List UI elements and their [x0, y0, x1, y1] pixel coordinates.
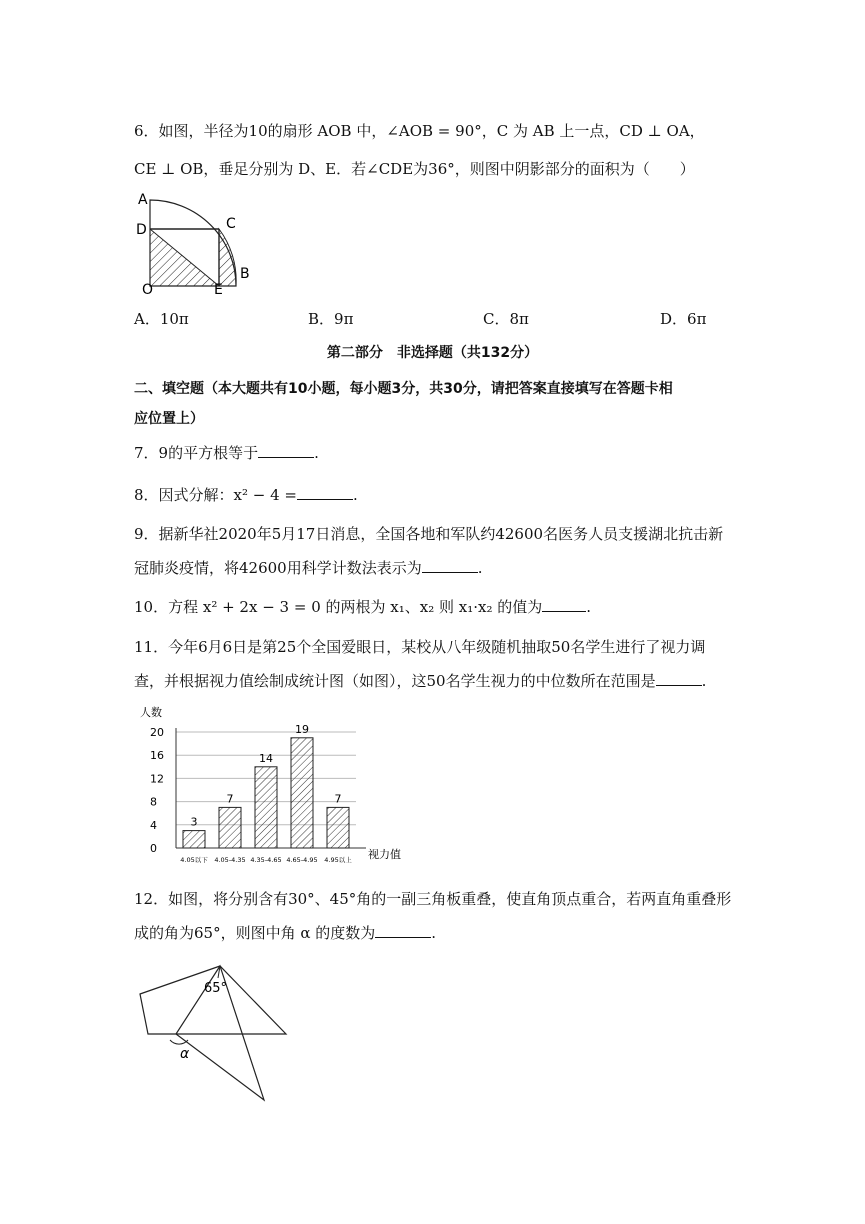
- chart-bar: [327, 807, 349, 848]
- q12-line1: 12．如图，将分别含有30°、45°角的一副三角板重叠，使直角顶点重合，若两直角重叠形: [134, 890, 732, 908]
- q10-blank: [542, 597, 586, 612]
- chart-ytick: 0: [150, 842, 157, 855]
- q10: 10．方程 x² + 2x − 3 = 0 的两根为 x₁、x₂ 则 x₁·x₂ 的值为 .: [134, 598, 592, 616]
- chart-category-label: 4.65-4.95: [286, 856, 318, 864]
- q6-option-d: D．6π: [660, 310, 707, 328]
- chart-bar: [255, 767, 277, 848]
- chart-xlabel: 视力值: [368, 848, 401, 861]
- q12-figure: [130, 958, 300, 1108]
- q12-alpha-label: α: [180, 1046, 190, 1062]
- chart-data-label: 7: [334, 792, 342, 806]
- q9-line2: 冠肺炎疫情，将42600用科学计数法表示为 .: [134, 559, 483, 577]
- q11-blank: [656, 671, 702, 686]
- q6-label-o: O: [142, 282, 154, 298]
- q8: 8．因式分解：x² − 4 = .: [134, 486, 358, 504]
- q6-label-e: E: [214, 282, 223, 298]
- chart-category-label: 4.35-4.65: [250, 856, 282, 864]
- fill-section-title: 二、填空题（本大题共有10小题，每小题3分，共30分，请把答案直接填写在答题卡相: [134, 381, 673, 397]
- chart-bar: [291, 738, 313, 848]
- fill-section-title-cont: 应位置上）: [134, 411, 204, 427]
- q12-angle-label: 65°: [204, 981, 228, 996]
- q11-line1: 11．今年6月6日是第25个全国爱眼日，某校从八年级随机抽取50名学生进行了视力调: [134, 638, 706, 656]
- q6-label-d: D: [136, 222, 147, 238]
- q6-label-b: B: [240, 266, 250, 282]
- chart-data-label: 14: [259, 751, 273, 765]
- chart-data-label: 7: [226, 792, 234, 806]
- chart-category-label: 4.05-4.35: [214, 856, 246, 864]
- q6-option-b: B．9π: [308, 310, 354, 328]
- chart-ytick: 16: [150, 749, 164, 763]
- q6-shaded-triangle: [150, 229, 219, 286]
- q6-line1: 6．如图，半径为10的扇形 AOB 中，∠AOB = 90°，C 为 AB 上一点，CD ⊥ OA，: [134, 122, 705, 140]
- q7-blank: [258, 443, 314, 458]
- q6-figure: [130, 188, 270, 298]
- chart-bar: [183, 831, 205, 848]
- q11-line2: 查，并根据视力值绘制成统计图（如图），这50名学生视力的中位数所在范围是 .: [134, 672, 707, 690]
- chart-ytick: 12: [150, 772, 164, 786]
- chart-data-label: 3: [190, 815, 198, 829]
- q6-label-a: A: [138, 192, 148, 208]
- q6-line2: CE ⊥ OB，垂足分别为 D、E．若∠CDE为36°，则图中阴影部分的面积为（ ）: [134, 160, 695, 178]
- chart-category-label: 4.95以上: [324, 856, 352, 864]
- q6-option-a: A．10π: [134, 310, 189, 328]
- vision-bar-chart: [130, 702, 410, 872]
- q12-line2: 成的角为65°，则图中角 α 的度数为 .: [134, 924, 437, 942]
- q9-blank: [422, 558, 478, 573]
- q12-blank: [375, 923, 431, 938]
- q6-option-c: C．8π: [483, 310, 529, 328]
- q6-shaded-segment: [219, 229, 236, 286]
- part2-title: 第二部分 非选择题（共132分）: [326, 345, 539, 361]
- q9-line1: 9．据新华社2020年5月17日消息，全国各地和军队约42600名医务人员支援湖北抗击新: [134, 525, 724, 543]
- chart-ytick: 8: [150, 795, 157, 809]
- chart-ytick: 4: [150, 818, 157, 832]
- chart-category-label: 4.05以下: [180, 856, 208, 864]
- chart-ylabel: 人数: [140, 706, 162, 719]
- q8-blank: [297, 485, 353, 500]
- chart-bar: [219, 807, 241, 848]
- chart-ytick: 20: [150, 726, 164, 739]
- q6-label-c: C: [226, 216, 236, 232]
- chart-data-label: 19: [295, 722, 309, 736]
- q7: 7．9的平方根等于 .: [134, 444, 319, 462]
